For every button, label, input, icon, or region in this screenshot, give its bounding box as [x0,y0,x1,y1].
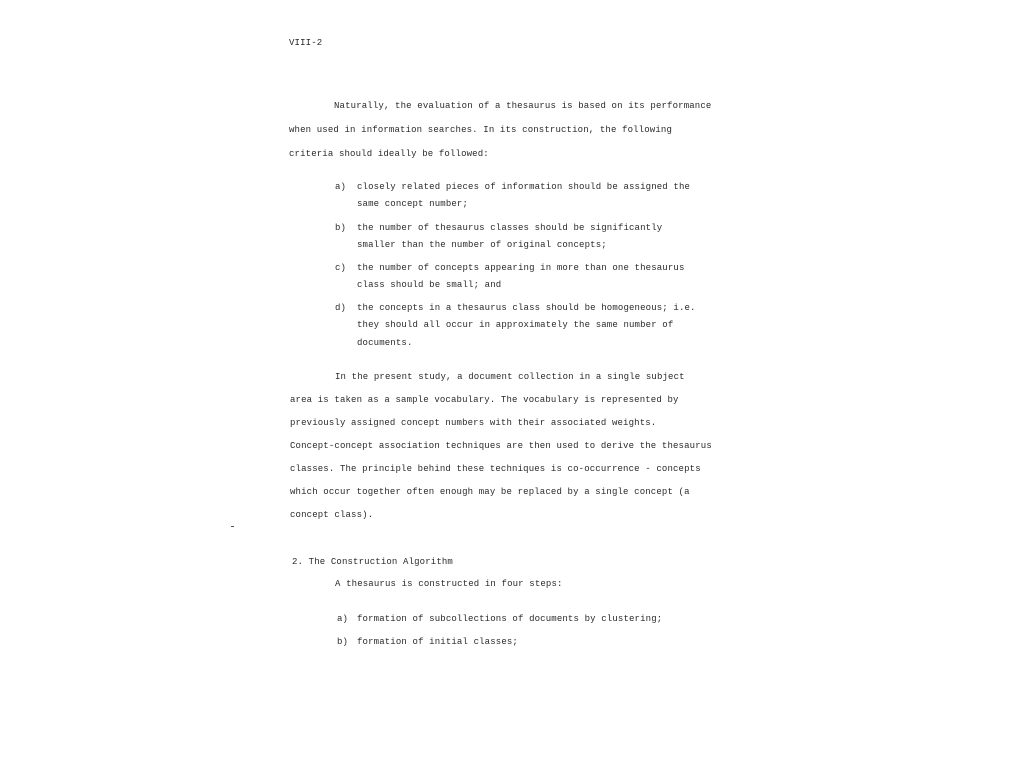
criteria-c-line-1: the number of concepts appearing in more than one thesaurus [357,263,685,273]
criteria-c-marker: c) [335,263,347,273]
criteria-d-line-2: they should all occur in approximately the same number of [357,320,674,330]
step-a-text: formation of subcollections of documents by clustering; [357,614,663,624]
step-b-text: formation of initial classes; [357,637,518,647]
study-line-5: classes. The principle behind these techniques is co-occurrence - concepts [290,464,701,474]
study-line-6: which occur together often enough may be replaced by a single concept (a [290,487,690,497]
criteria-b-marker: b) [335,223,347,233]
criteria-d-line-3: documents. [357,338,413,348]
intro-line-3: criteria should ideally be followed: [289,149,489,159]
criteria-d-line-1: the concepts in a thesaurus class should be homogeneous; i.e. [357,303,696,313]
criteria-a-line-1: closely related pieces of information should be assigned the [357,182,691,192]
intro-line-1: Naturally, the evaluation of a thesaurus is based on its performance [334,101,712,111]
scan-speck [231,526,234,527]
step-a-marker: a) [337,614,349,624]
criteria-b-line-1: the number of thesaurus classes should be significantly [357,223,663,233]
study-line-1: In the present study, a document collection in a single subject [335,372,685,382]
study-line-2: area is taken as a sample vocabulary. The vocabulary is represented by [290,395,679,405]
criteria-c-line-2: class should be small; and [357,280,502,290]
criteria-a-marker: a) [335,182,347,192]
section-heading: 2. The Construction Algorithm [292,557,453,567]
criteria-d-marker: d) [335,303,347,313]
intro-line-2: when used in information searches. In its construction, the following [289,125,673,135]
step-b-marker: b) [337,637,349,647]
criteria-b-line-2: smaller than the number of original concepts; [357,240,607,250]
page-number: VIII-2 [289,38,323,48]
study-line-4: Concept-concept association techniques are then used to derive the thesaurus [290,441,712,451]
study-line-7: concept class). [290,510,374,520]
study-line-3: previously assigned concept numbers with their associated weights. [290,418,657,428]
criteria-a-line-2: same concept number; [357,199,469,209]
section-intro: A thesaurus is constructed in four steps: [335,579,563,589]
